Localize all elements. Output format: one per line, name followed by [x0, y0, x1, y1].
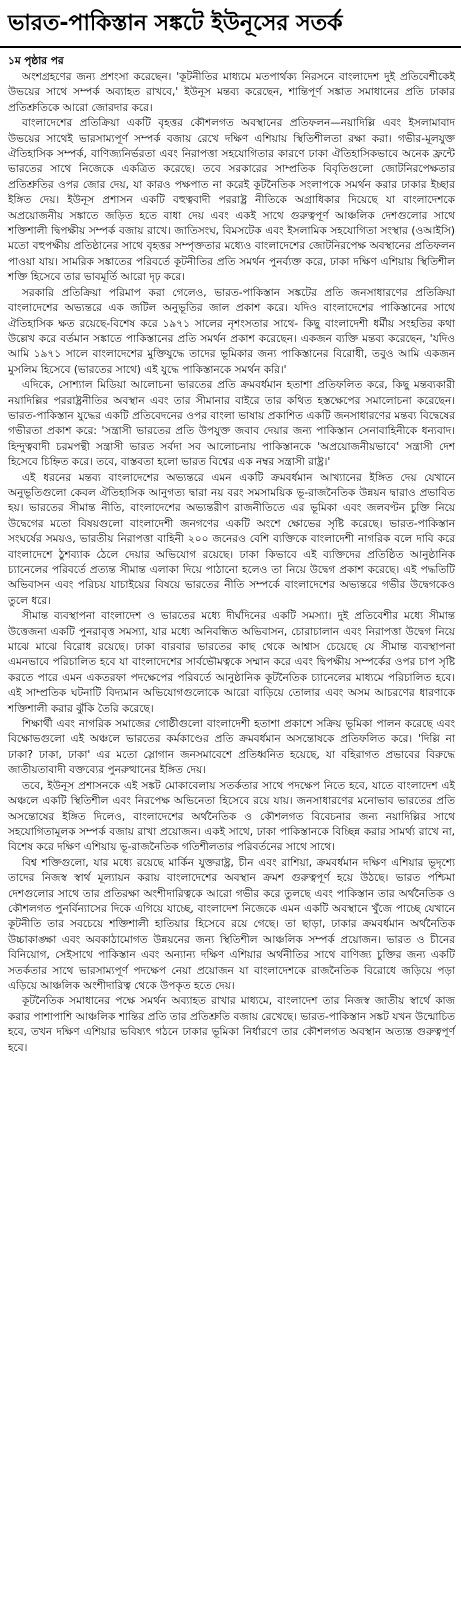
article-body	[0, 70, 461, 1056]
article-paragraph: এদিকে, সোশ্যাল মিডিয়া আলোচনা ভারতের প্রতি ক্রমবর্ধমান হতাশা প্রতিফলিত করে, কিছু মন্তব্যকারী নয়াদিল্লির পররাষ্ট্রনীতির অবস্থান এবং তার সীমানার বাইরে তার কথিত হস্তক্ষেপের সমালোচনা করেছেন। ভারত-পাকিস্তান যুদ্ধের একটি প্রতিবেদনের ওপর বাংলা ভাষায় প্রকাশিত একটি জনসাধারণের মন্তব্য বিদ্বেষের গভীরতা প্রকাশ করে: 'সন্ত্রাসী ভারতের প্রতি উপযুক্ত জবাব দেয়ার জন্য পাকিস্তান সেনাবাহিনীকে ধন্যবাদ। হিন্দুত্ববাদী চরমপন্থী সন্ত্রাসী ভারত সর্বদা সব আলোচনায় পাকিস্তানকে 'অপ্রয়োজনীয়ভাবে' সন্ত্রাসী দেশ হিসেবে চিহ্নিত করে। তবে, বাস্তবতা হলো ভারত বিশ্বের এক নম্বর সন্ত্রাসী রাষ্ট্র।'	[8, 379, 455, 469]
article-paragraph: বিশ্ব শক্তিগুলো, যার মধ্যে রয়েছে মার্কিন যুক্তরাষ্ট্র, চীন এবং রাশিয়া, ক্রমবর্ধমান দক্ষিণ এশিয়ার ভূদৃশ্যে তাদের নিজস্ব স্বার্থ মূল্যায়ন করায় বাংলাদেশের অবস্থান ক্রমশ গুরুত্বপূর্ণ হয়ে উঠছে। ভারত পশ্চিমা দেশগুলোর সাথে তার প্রতিরক্ষা অংশীদারিত্বকে আরো গভীর করে তুলছে এবং পাকিস্তান তার অর্থনৈতিক ও কৌশলগত পুনর্বিন্যাসের দিকে এগিয়ে যাচ্ছে, বাংলাদেশ নিজেকে এমন একটি অবস্থানে খুঁজে পাচ্ছে যেখানে কূটনীতি তার সবচেয়ে শক্তিশালী হাতিয়ার হিসেবে রয়ে গেছে। তা ছাড়া, ঢাকার ক্রমবর্ধমান অর্থনৈতিক উচ্চাকাঙ্ক্ষা এবং অবকাঠামোগত উন্নয়নের জন্য স্থিতিশীল আঞ্চলিক সম্পর্ক প্রয়োজন। ভারত ও চীনের বিনিয়োগ, সেইসাথে পাকিস্তান এবং অন্যান্য দক্ষিণ এশিয়ার অর্থনীতির সাথে বাণিজ্য চুক্তির জন্য একটি সতর্কতার সাথে ভারসাম্যপূর্ণ পদক্ষেপ নেয়া প্রয়োজন যা বাংলাদেশকে রাজনৈতিক বিরোধে জড়িয়ে পড়া এড়িয়ে আঞ্চলিক অংশীদারিত্ব থেকে উপকৃত হতে দেয়।	[8, 856, 456, 992]
article-paragraph: কূটনৈতিক সমাধানের পক্ষে সমর্থন অব্যাহত রাখার মাধ্যমে, বাংলাদেশ তার নিজস্ব জাতীয় স্বার্থে কাজ করার পাশাপাশি আঞ্চলিক শান্তির প্রতি তার প্রতিশ্রুতি বজায় রেখেছে। ভারত-পাকিস্তান সঙ্কট যখন উন্মোচিত হবে, তখন দক্ষিণ এশিয়ার ভবিষ্যৎ গঠনে ঢাকার ভূমিকা নির্ধারণে তার কৌশলগত অবস্থান অত্যন্ত গুরুত্বপূর্ণ হবে।	[8, 995, 455, 1054]
article-paragraph: সীমান্ত ব্যবস্থাপনা বাংলাদেশ ও ভারতের মধ্যে দীর্ঘদিনের একটি সমস্যা। দুই প্রতিবেশীর মধ্যে সীমান্ত উত্তেজনা একটি পুনরাবৃত্ত সমস্যা, যার মধ্যে অনিবন্ধিত অভিবাসন, চোরাচালান এবং নিরাপত্তা উদ্বেগ নিয়ে মাঝে মাঝে বিরোধ রয়েছে। ঢাকা বারবার ভারতের কাছ থেকে আশ্বাস চেয়েছে যে সীমান্ত ব্যবস্থাপনা এমনভাবে পরিচালিত হবে যা বাংলাদেশের সার্বভৌমত্বকে সম্মান করে এবং দ্বিপক্ষীয় সম্পর্কের ওপর চাপ সৃষ্টি করতে পারে এমন একতরফা পদক্ষেপের পরিবর্তে আনুষ্ঠানিক কূটনৈতিক চ্যানেলের মাধ্যমে পরিচালিত হবে। এই সাম্প্রতিক ঘটনাটি বিদ্যমান অভিযোগগুলোকে আরো বাড়িয়ে তোলার এবং অসম আচরণের ধারণাকে শক্তিশালী করার ঝুঁকি তৈরি করেছে।	[8, 610, 455, 715]
article-paragraph: বাংলাদেশের প্রতিক্রিয়া একটি বৃহত্তর কৌশলগত অবস্থানের প্রতিফলন—নয়াদিল্লি এবং ইসলামাবাদ উভয়ের সাথেই ভারসাম্যপূর্ণ সম্পর্ক বজায় রেখে দক্ষিণ এশিয়ায় স্থিতিশীলতা রক্ষা করা। গভীর-মূলযুক্ত ঐতিহাসিক সম্পর্ক, বাণিজ্যনির্ভরতা এবং নিরাপত্তা সহযোগিতার কারণে ঢাকা ঐতিহাসিকভাবে অনেক ফ্রন্টে ভারতের সাথে নিজেকে একত্রিত করেছে। তবে সরকারের সাম্প্রতিক বিবৃতিগুলো জোটনিরপেক্ষতার প্রতিশ্রুতির ওপর জোর দেয়, যা কারও পক্ষপাত না করেই কূটনৈতিক সংলাপকে সমর্থন করার ঢাকার ইচ্ছার ইঙ্গিত দেয়। ইউনূস প্রশাসন একটি বহুত্ববাদী পররাষ্ট্র নীতিকে অগ্রাধিকার দিয়েছে যা বাংলাদেশকে অপ্রয়োজনীয় সঙ্কাতে জড়িত হতে বাধা দেয় এবং একই সাথে গুরুত্বপূর্ণ আঞ্চলিক দেশগুলোর সাথে শক্তিশালী দ্বিপক্ষীয় সম্পর্ক বজায় রাখে। জাতিসংঘ, বিমসটেক এবং ইসলামিক সহযোগিতা সংস্থার (ওআইসি) মতো বহুপক্ষীয় প্রতিষ্ঠানের সাথে বৃহত্তর সম্পৃক্ততার মধ্যেও বাংলাদেশের জোটনিরপেক্ষ অবস্থানের প্রতিফলন পাওয়া যায়। সামরিক সঙ্কাতের পরিবর্তে কূটনীতির প্রতি সমর্থন পুনর্ব্যক্ত করে, ঢাকা দক্ষিণ এশিয়ায় স্থিতিশীল শক্তি হিসেবে তার ভাবমূর্তি আরো দৃঢ় করে।	[8, 117, 455, 284]
article-paragraph: শিক্ষার্থী এবং নাগরিক সমাজের গোষ্ঠীগুলো বাংলাদেশী হতাশা প্রকাশে সক্রিয় ভূমিকা পালন করেছে এবং বিক্ষোভগুলো এই অঞ্চলে ভারতের কর্মকাণ্ডের প্রতি ক্রমবর্ধমান অসন্তোষকে প্রতিফলিত করে। 'দিল্লি না ঢাকা? ঢাকা, ঢাকা' এর মতো স্লোগান জনসমাবেশে প্রতিধ্বনিত হয়েছে, যা বহিরাগত প্রভাবের বিরুদ্ধে জাতীয়তাবাদী বক্তব্যের পুনরুত্থানের ইঙ্গিত দেয়।	[8, 718, 455, 777]
continued-from-label: ১ম পৃষ্ঠার পর	[8, 55, 64, 67]
article-paragraph: সরকারি প্রতিক্রিয়া পরিমাপ করা গেলেও, ভারত-পাকিস্তান সঙ্কটের প্রতি জনসাধারণের প্রতিক্রিয়া বাংলাদেশের অভ্যন্তরে এক জটিল অনুভূতির জাল প্রকাশ করে। যদিও বাংলাদেশের পাকিস্তানের সাথে ঐতিহাসিক ক্ষত রয়েছে-বিশেষ করে ১৯৭১ সালের নৃশংসতার সাথে- কিছু বাংলাদেশী ধর্মীয় সংহতির কথা উল্লেখ করে বর্তমান সঙ্কাতে পাকিস্তানের প্রতি সমর্থন প্রকাশ করেছেন। একজন ব্যক্তি মন্তব্য করেছেন, 'যদিও আমি ১৯৭১ সালে বাংলাদেশের মুক্তিযুদ্ধে তাদের ভূমিকার জন্য পাকিস্তানের বিরোধী, তবুও আমি একজন মুসলিম হিসেবে (ভারতের সাথে) এই যুদ্ধে পাকিস্তানকে সমর্থন করি।'	[8, 286, 455, 376]
article-paragraph: অংশগ্রহণের জন্য প্রশংসা করেছেন। 'কূটনীতির মাধ্যমে মতপার্থক্য নিরসনে বাংলাদেশ দুই প্রতিবেশীকেই উভয়ের সাথে সম্পর্ক অব্যাহত রাখবে,' ইউনূস মন্তব্য করেছেন, শান্তিপূর্ণ সঙ্কাত সমাধানের প্রতি ঢাকার প্রতিশ্রুতিকে আরো জোরদার করে।	[8, 71, 455, 114]
article-paragraph: এই ধরনের মন্তব্য বাংলাদেশের অভ্যন্তরে এমন একটি ক্রমবর্ধমান আখ্যানের ইঙ্গিত দেয় যেখানে অনুভূতিগুলো কেবল ঐতিহাসিক আনুগত্য দ্বারা নয় বরং সমসাময়িক ভূ-রাজনৈতিক উন্নয়ন দ্বারাও প্রভাবিত হয়। ভারতের সীমান্ত নীতি, বাংলাদেশের অভ্যন্তরীণ রাজনীতিতে এর ভূমিকা এবং জলবণ্টন চুক্তি নিয়ে উদ্বেগের মতো বিষয়গুলো বাংলাদেশী জনগণের একটি অংশে ক্ষোভের সৃষ্টি করেছে। ভারত-পাকিস্তান সংঘর্ষের সময়ও, ভারতীয় নিরাপত্তা বাহিনী ২০০ জনেরও বেশি ব্যক্তিকে বাংলাদেশী নাগরিক বলে দাবি করে বাংলাদেশে ঠুশব্যাক ঠেলে দেয়ার অভিযোগ রয়েছে। ঢাকা কিভাবে এই ব্যক্তিদের প্রতিষ্ঠিত আনুষ্ঠানিক চ্যানেলের পরিবর্তে প্রত্যন্ত সীমান্ত এলাকা দিয়ে পাঠানো হলেও তা নিয়ে উদ্বেগ প্রকাশ করেছে। এই পদ্ধতিটি অভিবাসন এবং পরিচয় যাচাইয়ের বিষয়ে ভারতের নীতি সম্পর্কে বাংলাদেশের অভ্যন্তরে গভীর উদ্বেগকেও তুলে ধরে।	[8, 471, 455, 607]
article-paragraph: তবে, ইউনূস প্রশাসনকে এই সঙ্কট মোকাবেলায় সতর্কতার সাথে পদক্ষেপ নিতে হবে, যাতে বাংলাদেশ এই অঞ্চলে একটি স্থিতিশীল এবং নিরপেক্ষ অভিনেতা হিসেবে রয়ে যায়। জনসাধারণের মনোভাব ভারতের প্রতি অসন্তোষের ইঙ্গিত দিলেও, বাংলাদেশের অর্থনৈতিক ও কৌশলগত বিবেচনার জন্য নয়াদিল্লির সাথে সহযোগিতামূলক সম্পর্ক বজায় রাখা প্রয়োজন। একই সাথে, ঢাকা পাকিস্তানকে বিচ্ছিন্ন করার সামর্থ্য রাখে না, বিশেষ করে দক্ষিণ এশিয়ায় ভূ-রাজনৈতিক গতিশীলতার পরিবর্তনের সাথে সাথে।	[8, 779, 455, 854]
article-headline: ভারত-পাকিস্তান সঙ্কটে ইউনূসের সতর্ক	[0, 0, 461, 48]
